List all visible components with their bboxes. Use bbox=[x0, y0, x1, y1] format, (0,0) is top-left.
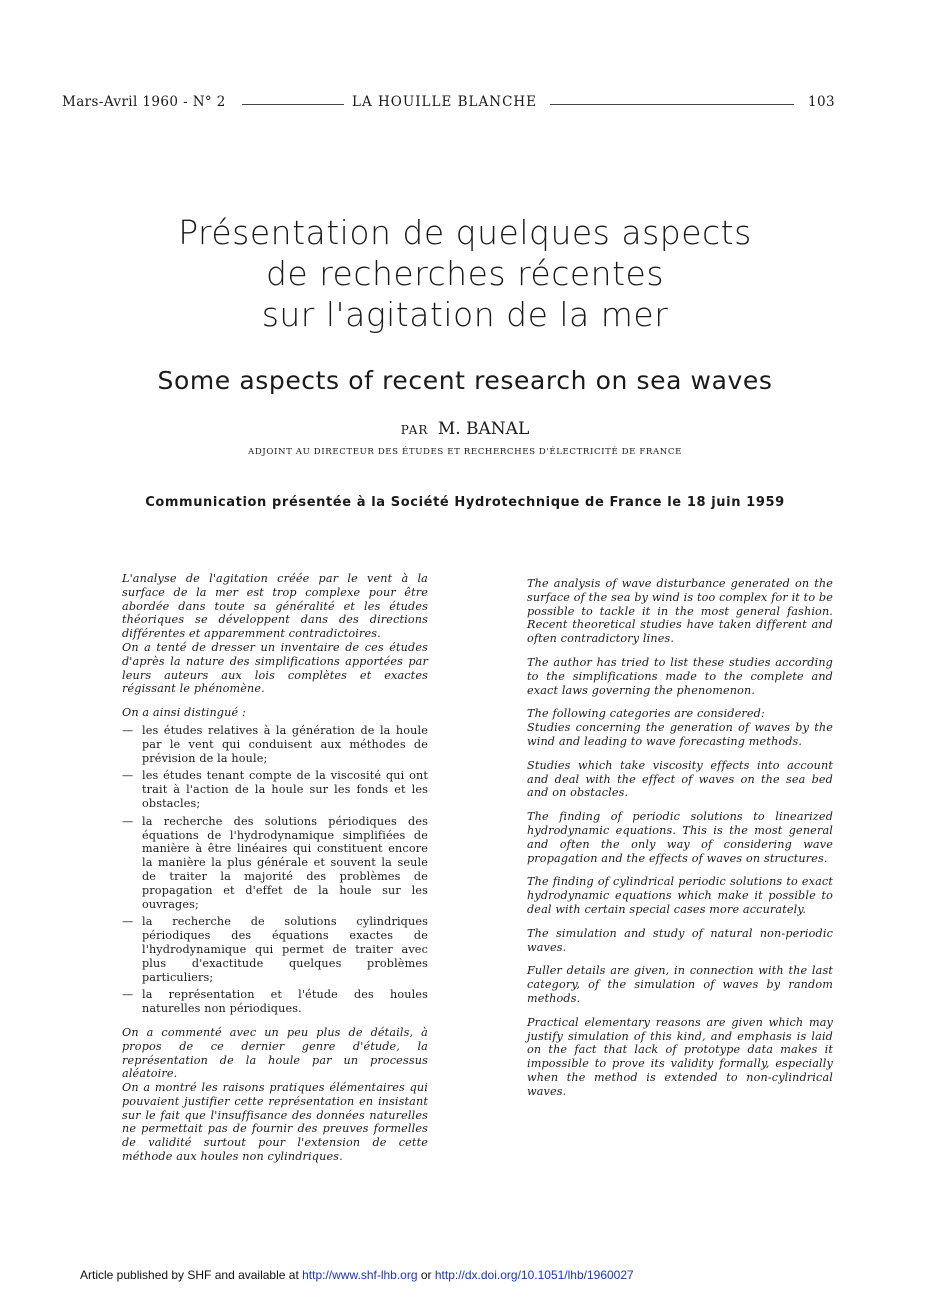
list-item: — les études tenant compte de la viscosité qui ont trait à l'action de la houle sur les fonds et les obstacles; bbox=[122, 769, 428, 810]
article-title bbox=[0, 212, 930, 335]
en-paragraph: The author has tried to list these studies according to the simplifications made to the complete and exact laws governing the phenomenon. bbox=[527, 655, 833, 697]
french-abstract bbox=[122, 572, 428, 1174]
header-rule-left bbox=[242, 104, 344, 105]
fr-outro-1: On a commenté avec un peu plus de détails, à propos de ce dernier genre d'étude, la représentation de la houle par un processus aléatoire. bbox=[122, 1025, 428, 1081]
fr-intro-2: On a tenté de dresser un inventaire de ces études d'après la nature des simplifications apportées par leurs auteurs aux lois complètes et exactes régissant le phénomène. bbox=[122, 640, 428, 696]
english-abstract bbox=[527, 577, 833, 1109]
fr-intro-1: L'analyse de l'agitation créée par le vent à la surface de la mer est trop complexe pour être abordée dans toute sa généralité et les études théoriques se développent dans des directions différentes et apparemment contradictoires. bbox=[122, 572, 428, 641]
author-name: M. BANAL bbox=[437, 419, 530, 439]
author-prefix: PAR bbox=[400, 423, 429, 437]
en-paragraph: Studies which take viscosity effects into account and deal with the effect of waves on the sea bed and on obstacles. bbox=[527, 758, 833, 800]
author-line bbox=[0, 419, 930, 439]
publication-footer bbox=[80, 1268, 634, 1282]
footer-middle: or bbox=[417, 1268, 435, 1282]
list-item: — la recherche des solutions périodiques des équations de l'hydrodynamique simplifiées de manière à être linéaires qui constituent encore la manière la plus générale et souvent la seule de traiter la majorité des problèmes de propagation et d'effet de la houle sur les ouvrages; bbox=[122, 815, 428, 912]
doi-link[interactable]: http://dx.doi.org/10.1051/lhb/1960027 bbox=[434, 1268, 634, 1282]
fr-category-list bbox=[122, 724, 428, 1016]
en-paragraph: Fuller details are given, in connection with the last category, of the simulation of waves by random methods. bbox=[527, 964, 833, 1005]
en-paragraph: Studies concerning the generation of waves by the wind and leading to wave forecasting methods. bbox=[527, 721, 833, 748]
footer-prefix: Article published by SHF and available at bbox=[80, 1268, 303, 1282]
fr-outro-2: On a montré les raisons pratiques élémentaires qui pouvaient justifier cette représentation en insistant sur le fait que l'insuffisance des données naturelles ne permettait pas de fournir des preuves formelles de validité surtout pour l'extension de cette méthode aux houles non cylindriques. bbox=[122, 1081, 428, 1164]
page-number: 103 bbox=[808, 94, 835, 110]
en-paragraph: The finding of cylindrical periodic solutions to exact hydrodynamic equations which make it possible to deal with certain special cases more accurately. bbox=[527, 875, 833, 916]
title-line-1: Présentation de quelques aspects bbox=[178, 213, 752, 252]
list-item: — la représentation et l'étude des houles naturelles non périodiques. bbox=[122, 988, 428, 1016]
english-subtitle: Some aspects of recent research on sea waves bbox=[157, 366, 773, 395]
en-paragraph: Practical elementary reasons are given which may justify simulation of this kind, and emphasis is laid on the fact that lack of prototype data makes it impossible to prove its validity formally, especially when the method is extended to non-cylindrical waves. bbox=[527, 1015, 833, 1098]
list-item: — la recherche de solutions cylindriques périodiques des équations exactes de l'hydrodynamique qui permet de traiter avec plus d'exactitude quelques problèmes particuliers; bbox=[122, 915, 428, 984]
journal-name: LA HOUILLE BLANCHE bbox=[352, 94, 538, 110]
en-paragraph: The finding of periodic solutions to linearized hydrodynamic equations. This is the most general and often the only way of considering wave propagation and the effects of waves on structures. bbox=[527, 810, 833, 865]
title-line-2: de recherches récentes bbox=[265, 254, 665, 293]
author-affiliation: ADJOINT AU DIRECTEUR DES ÉTUDES ET RECHERCHES D'ÉLECTRICITÉ DE FRANCE bbox=[248, 447, 682, 457]
header-rule-right bbox=[550, 104, 794, 105]
en-paragraph: The following categories are considered: bbox=[527, 707, 765, 721]
list-item: — les études relatives à la génération de la houle par le vent qui conduisent aux méthodes de prévision de la houle; bbox=[122, 724, 428, 765]
en-paragraph: The simulation and study of natural non-periodic waves. bbox=[527, 926, 833, 954]
title-line-3: sur l'agitation de la mer bbox=[261, 295, 669, 334]
journal-issue: Mars-Avril 1960 - N° 2 bbox=[62, 94, 226, 110]
en-paragraph: The analysis of wave disturbance generated on the surface of the sea by wind is too complex for it to be possible to tackle it in the most general fashion. Recent theoretical studies have taken different and often contradictory lines. bbox=[527, 577, 833, 646]
shf-link[interactable]: http://www.shf-lhb.org bbox=[302, 1268, 418, 1282]
fr-distinguish: On a ainsi distingué : bbox=[122, 706, 246, 720]
communication-note: Communication présentée à la Société Hydrotechnique de France le 18 juin 1959 bbox=[145, 495, 785, 510]
